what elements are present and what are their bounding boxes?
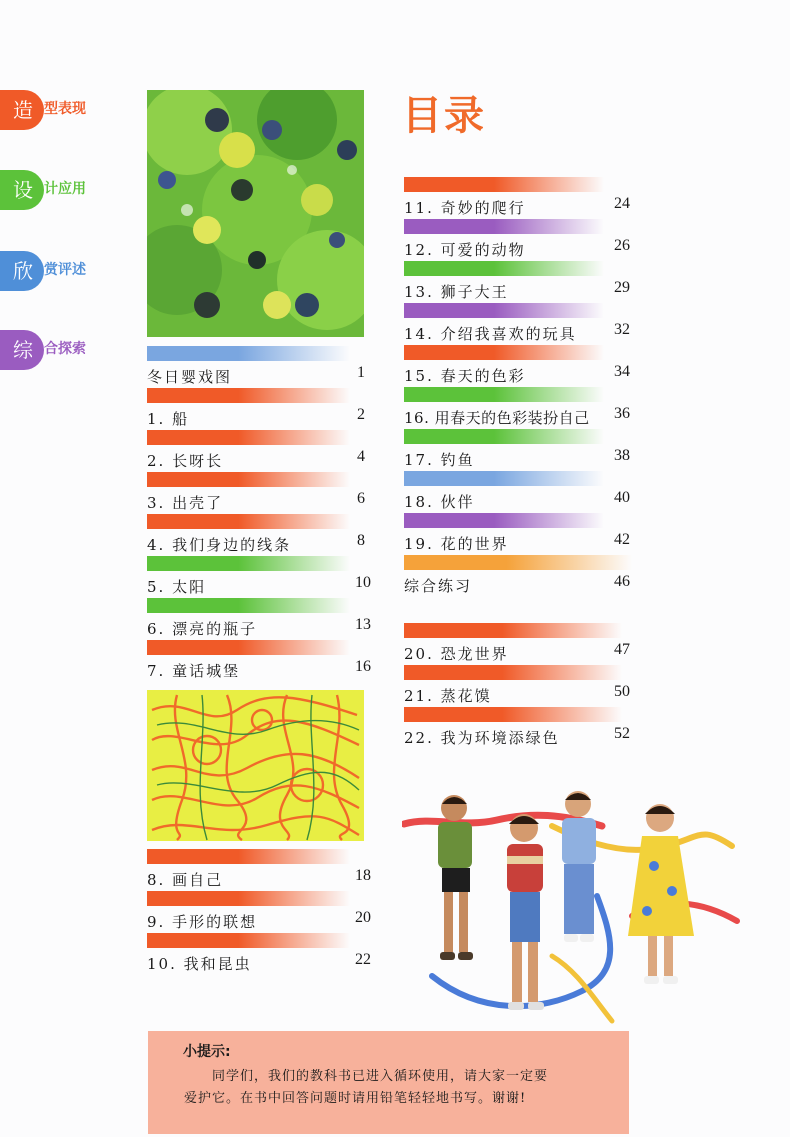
side-tab-modeling[interactable] <box>0 90 115 130</box>
toc-entry[interactable] <box>404 665 630 707</box>
toc-entry[interactable] <box>404 513 630 555</box>
side-tab-initial: 设 <box>0 170 44 210</box>
toc-label: 3. 出壳了 <box>147 494 224 512</box>
toc-page-number: 16 <box>355 658 371 675</box>
color-bar <box>404 665 622 680</box>
toc-page-number: 18 <box>355 867 371 884</box>
toc-entry[interactable] <box>147 933 371 975</box>
toc-label: 4. 我们身边的线条 <box>147 536 292 554</box>
toc-entry[interactable] <box>404 623 630 665</box>
tip-text-line: 同学们，我们的教科书已进入循环使用，请大家一定要 <box>212 1069 549 1084</box>
toc-page-number: 4 <box>357 448 365 465</box>
toc-entry[interactable] <box>147 556 371 598</box>
color-bar <box>404 303 604 318</box>
color-bar <box>147 598 350 613</box>
toc-label: 20. 恐龙世界 <box>404 645 509 663</box>
toc-entry[interactable] <box>404 219 630 261</box>
toc-page-number: 1 <box>357 364 365 381</box>
toc-label: 18. 伙伴 <box>404 493 475 511</box>
tip-title: 小提示: <box>183 1044 231 1060</box>
toc-entry[interactable] <box>147 598 371 640</box>
toc-label: 15. 春天的色彩 <box>404 367 526 385</box>
toc-entry[interactable] <box>147 849 371 891</box>
toc-page-number: 46 <box>614 573 630 590</box>
toc-entry[interactable] <box>404 261 630 303</box>
color-bar <box>404 345 604 360</box>
toc-label: 10. 我和昆虫 <box>147 955 252 973</box>
toc-label: 9. 手形的联想 <box>147 913 258 931</box>
toc-entry[interactable] <box>404 345 630 387</box>
color-bar <box>147 514 350 529</box>
side-tab-label: 合探索 <box>44 341 86 357</box>
color-bar <box>404 387 604 402</box>
color-bar <box>404 429 604 444</box>
toc-page-number: 10 <box>355 574 371 591</box>
toc-entry[interactable] <box>404 303 630 345</box>
color-bar <box>147 556 350 571</box>
toc-entry[interactable] <box>147 891 371 933</box>
toc-page-number: 24 <box>614 195 630 212</box>
color-bar <box>404 513 604 528</box>
color-bar <box>404 177 604 192</box>
toc-label: 冬日婴戏图 <box>147 368 233 386</box>
toc-label: 19. 花的世界 <box>404 535 509 553</box>
color-bar <box>147 849 350 864</box>
color-bar <box>147 640 350 655</box>
painting-castle-image <box>147 690 364 841</box>
toc-page-number: 22 <box>355 951 371 968</box>
toc-label: 21. 蒸花馍 <box>404 687 492 705</box>
color-bar <box>147 933 350 948</box>
toc-page-number: 32 <box>614 321 630 338</box>
color-bar <box>147 346 350 361</box>
side-tab-initial: 造 <box>0 90 44 130</box>
toc-entry[interactable] <box>404 555 630 597</box>
side-tab-initial: 欣 <box>0 251 44 291</box>
toc-entry[interactable] <box>404 387 630 429</box>
toc-page-number: 42 <box>614 531 630 548</box>
side-tab-exploration[interactable] <box>0 330 115 370</box>
toc-page-number: 52 <box>614 725 630 742</box>
toc-entry[interactable] <box>147 472 365 514</box>
color-bar <box>404 555 632 570</box>
page-title: 目录 <box>402 93 486 139</box>
children-with-ribbons-photo <box>402 786 742 1030</box>
toc-page-number: 29 <box>614 279 630 296</box>
color-bar <box>404 623 622 638</box>
side-tab-design[interactable] <box>0 170 115 210</box>
toc-entry[interactable] <box>404 707 630 749</box>
toc-entry[interactable] <box>147 430 365 472</box>
toc-label: 7. 童话城堡 <box>147 662 241 680</box>
color-bar <box>147 430 350 445</box>
toc-page-number: 20 <box>355 909 371 926</box>
toc-page-number: 26 <box>614 237 630 254</box>
toc-entry[interactable] <box>404 177 630 219</box>
toc-entry[interactable] <box>404 471 630 513</box>
toc-page-number: 2 <box>357 406 365 423</box>
toc-page-number: 13 <box>355 616 371 633</box>
toc-label: 12. 可爱的动物 <box>404 241 526 259</box>
toc-label: 8. 画自己 <box>147 871 224 889</box>
toc-label: 17. 钓鱼 <box>404 451 475 469</box>
tip-text-line: 爱护它。在书中回答问题时请用铅笔轻轻地书写。谢谢! <box>184 1091 527 1106</box>
color-bar <box>404 471 604 486</box>
toc-label: 6. 漂亮的瓶子 <box>147 620 258 638</box>
toc-page-number: 47 <box>614 641 630 658</box>
toc-label: 综合练习 <box>404 577 473 595</box>
toc-entry[interactable] <box>147 388 365 430</box>
color-bar <box>147 388 350 403</box>
side-tab-label: 赏评述 <box>44 262 86 278</box>
toc-page-number: 40 <box>614 489 630 506</box>
color-bar <box>404 261 604 276</box>
toc-page-number: 38 <box>614 447 630 464</box>
toc-page-number: 50 <box>614 683 630 700</box>
color-bar <box>404 219 604 234</box>
painting-winter-image <box>147 90 364 337</box>
side-tab-appreciation[interactable] <box>0 251 115 291</box>
color-bar <box>147 472 350 487</box>
side-tab-initial: 综 <box>0 330 44 370</box>
toc-entry[interactable] <box>147 640 371 682</box>
color-bar <box>404 707 622 722</box>
toc-label: 2. 长呀长 <box>147 452 224 470</box>
color-bar <box>147 891 350 906</box>
toc-entry[interactable] <box>147 346 365 388</box>
toc-label: 11. 奇妙的爬行 <box>404 199 526 217</box>
toc-entry[interactable] <box>147 514 365 556</box>
toc-label: 14. 介绍我喜欢的玩具 <box>404 325 577 343</box>
toc-label: 22. 我为环境添绿色 <box>404 729 560 747</box>
side-tab-label: 计应用 <box>44 181 86 197</box>
toc-page-number: 34 <box>614 363 630 380</box>
toc-label: 16. 用春天的色彩装扮自己 <box>404 409 590 427</box>
toc-label: 5. 太阳 <box>147 578 207 596</box>
toc-entry[interactable] <box>404 429 630 471</box>
toc-page-number: 6 <box>357 490 365 507</box>
toc-page-number: 8 <box>357 532 365 549</box>
tip-box <box>148 1031 629 1134</box>
side-tab-label: 型表现 <box>44 101 86 117</box>
toc-page-number: 36 <box>614 405 630 422</box>
toc-label: 1. 船 <box>147 410 190 428</box>
toc-label: 13. 狮子大王 <box>404 283 509 301</box>
